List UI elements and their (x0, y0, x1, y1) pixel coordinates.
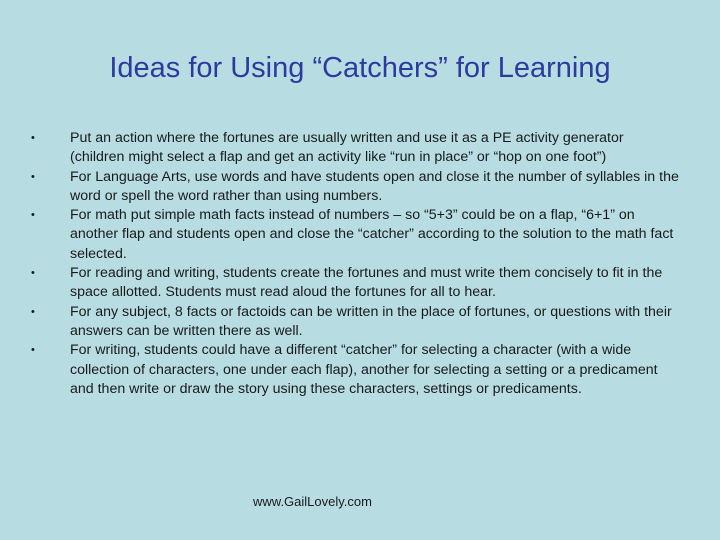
bullet-text: For math put simple math facts instead of numbers – so “5+3” could be on a flap, “6+1” on another flap and students open and close the “catcher” according to the solution to the math fact selected. (70, 207, 674, 262)
bullet-list (0, 129, 720, 399)
bullet-text: Put an action where the fortunes are usually written and use it as a PE activity generator (children might select a flap and get an activity like “run in place” or “hop on one foot”) (70, 130, 624, 166)
bullet-marker: • (31, 170, 35, 183)
bullet-text: For any subject, 8 facts or factoids can be written in the place of fortunes, or questions with their answers can be written there as well. (70, 303, 672, 339)
slide-title: Ideas for Using “Catchers” for Learning (109, 52, 611, 84)
bullet-item (0, 168, 720, 207)
bullet-item (0, 129, 720, 168)
bullet-marker: • (31, 209, 35, 222)
bullet-item (0, 303, 720, 342)
bullet-marker: • (31, 344, 35, 357)
bullet-marker: • (31, 267, 35, 280)
bullet-item (0, 264, 720, 303)
bullet-marker: • (31, 305, 35, 318)
bullet-item (0, 341, 720, 399)
bullet-item (0, 206, 720, 264)
bullet-text: For reading and writing, students create the fortunes and must write them concisely to fit in the space allotted. Students must read aloud the fortunes for all to hear. (70, 265, 663, 301)
bullet-text: For Language Arts, use words and have students open and close it the number of syllables in the word or spell the word rather than using numbers. (70, 168, 679, 204)
bullet-marker: • (31, 132, 35, 144)
bullet-text: For writing, students could have a different “catcher” for selecting a character (with a wide collection of characters, one under each flap), another for selecting a setting or a predicament and then write or draw the story using these characters, settings or predicaments. (70, 342, 658, 397)
footer-url: www.GailLovely.com (253, 494, 372, 509)
